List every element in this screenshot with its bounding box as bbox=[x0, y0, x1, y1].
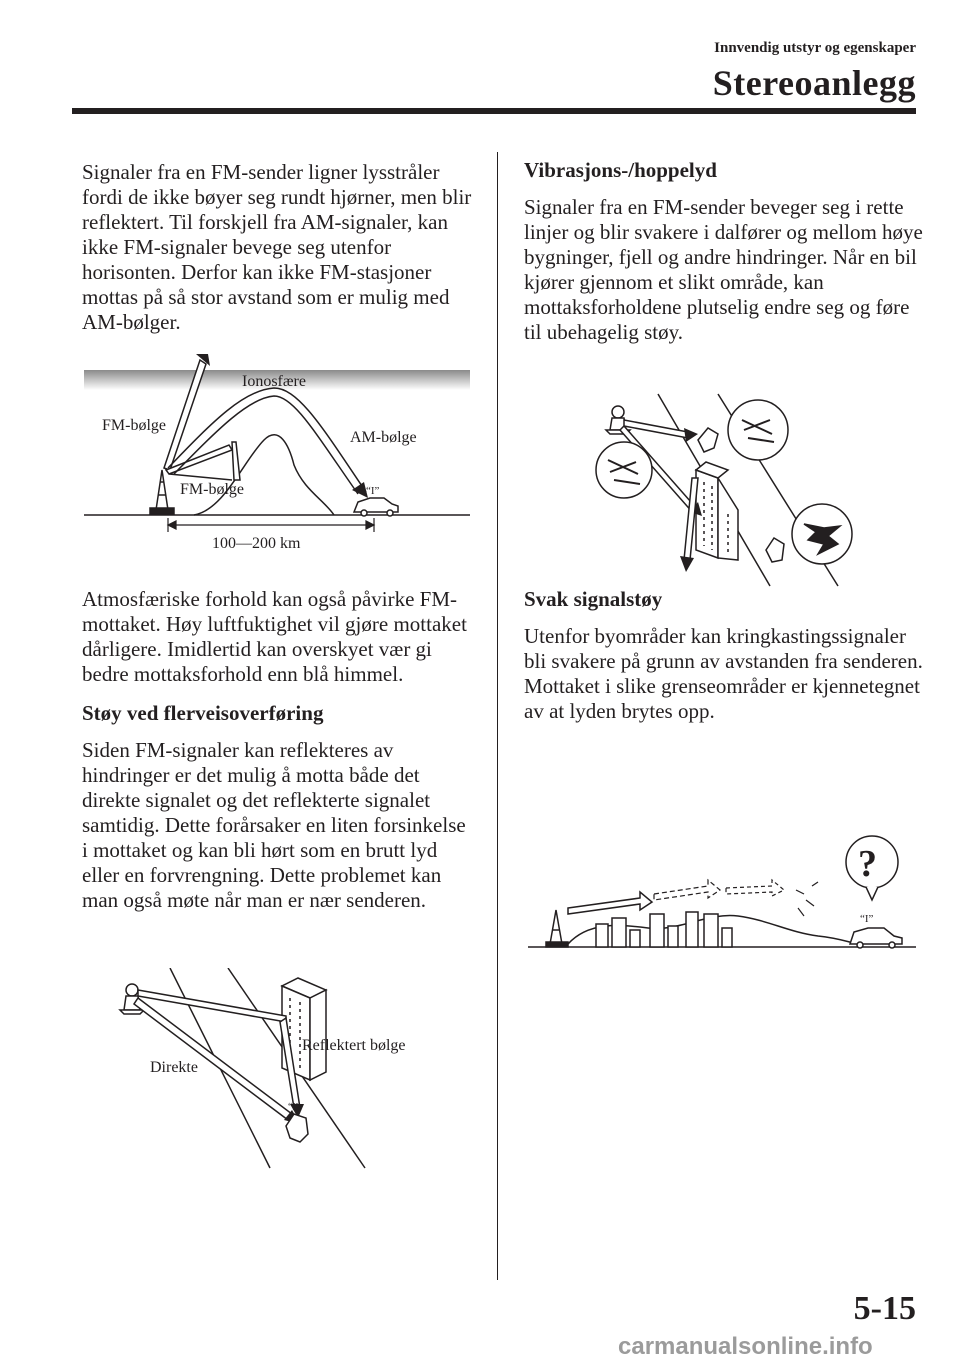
noise-bubble-icon bbox=[596, 442, 652, 498]
svg-text:?: ? bbox=[858, 843, 877, 885]
heading-multipath: Støy ved flerveisoverføring bbox=[82, 701, 324, 725]
figure-fm-am-propagation bbox=[84, 350, 476, 550]
figure-multipath bbox=[110, 968, 450, 1173]
figure-weak-signal bbox=[528, 832, 918, 954]
question-bubble-icon bbox=[846, 836, 898, 900]
noise-burst-icon bbox=[792, 504, 852, 564]
fm-wave-label-lower: FM-bølge bbox=[180, 481, 244, 498]
column-divider bbox=[497, 152, 498, 1280]
building-icon bbox=[696, 462, 738, 560]
ionosphere-label: Ionosfære bbox=[242, 373, 306, 390]
header-rule bbox=[72, 108, 916, 114]
city-skyline bbox=[568, 912, 858, 947]
paragraph-flutter: Signaler fra en FM-sender beveger seg i rette linjer og blir svakere i dalfører og mellom høye bygninger, fjell og andre hindringer. Når en bil kjører gjennom et slikt område, kan mottaksforholdene plutselig endre seg og føre til ubehagelig støy. bbox=[524, 195, 923, 344]
direct-label: Direkte bbox=[150, 1059, 198, 1076]
noise-bubble-icon bbox=[728, 400, 788, 460]
distance-label: 100—200 km bbox=[212, 535, 301, 550]
signal-break-icon bbox=[796, 882, 818, 916]
svg-text:“I”: “I” bbox=[288, 1102, 301, 1113]
fm-wave-label-upper: FM-bølge bbox=[102, 417, 166, 434]
paragraph-weak-signal: Utenfor byområder kan kringkastingssignaler bli svakere på grunn av avstanden fra senderen. Mottaket i slike grenseområder er kjennetegnet av at lyden brytes opp. bbox=[524, 624, 923, 723]
svg-text:“I”: “I” bbox=[366, 485, 380, 497]
signal-arrow-weaker bbox=[654, 880, 720, 900]
car-icon bbox=[286, 1102, 308, 1142]
paragraph-atmospheric: Atmosfæriske forhold kan også påvirke FM-mottaket. Høy luftfuktighet vil gjøre mottaket dårligere. Imidlertid kan overskyet vær gi bedre mottaksforhold enn blå himmel. bbox=[82, 587, 467, 686]
paragraph-multipath: Siden FM-signaler kan reflekteres av hindringer er det mulig å motta både det direkte signalet og det reflekterte signalet samtidig. Dette forårsaker en liten forsinkelse i mottaket og kan bli hørt som en brutt lyd eller en forvrengning. Dette problemet kan man også møte når man er nær senderen. bbox=[82, 738, 466, 912]
section-title: Innvendig utstyr og egenskaper bbox=[714, 40, 916, 56]
heading-weak-signal: Svak signalstøy bbox=[524, 587, 663, 611]
paragraph-fm-propagation: Signaler fra en FM-sender ligner lysstråler fordi de ikke bøyer seg rundt hjørner, men blir reflektert. Til forskjell fra AM-signaler, kan ikke FM-signaler bevege seg utenfor horisonten. Derfor kan ikke FM-stasjoner mottas på så stor avstand som er mulig med AM-bølger. bbox=[82, 160, 472, 334]
mountain bbox=[194, 435, 334, 515]
am-wave-label: AM-bølge bbox=[350, 429, 417, 446]
distance-arrow bbox=[168, 518, 374, 532]
page-title: Stereoanlegg bbox=[712, 63, 916, 103]
signal-arrow-strong bbox=[568, 892, 652, 914]
car-icon bbox=[766, 538, 784, 562]
transmitter-tower-icon bbox=[150, 470, 174, 514]
transmitter-tower-icon bbox=[546, 910, 568, 947]
reflected-label: Reflektert bølge bbox=[302, 1037, 406, 1054]
car-icon bbox=[850, 913, 902, 948]
figure-flutter-noise bbox=[588, 390, 858, 600]
heading-flutter: Vibrasjons-/hoppelyd bbox=[524, 158, 717, 182]
page-number: 5-15 bbox=[853, 1290, 916, 1327]
signal-arrow-weakest bbox=[726, 880, 784, 896]
car-icon bbox=[698, 428, 718, 452]
svg-text:“I”: “I” bbox=[860, 913, 874, 925]
watermark: carmanualsonline.info bbox=[618, 1333, 873, 1360]
